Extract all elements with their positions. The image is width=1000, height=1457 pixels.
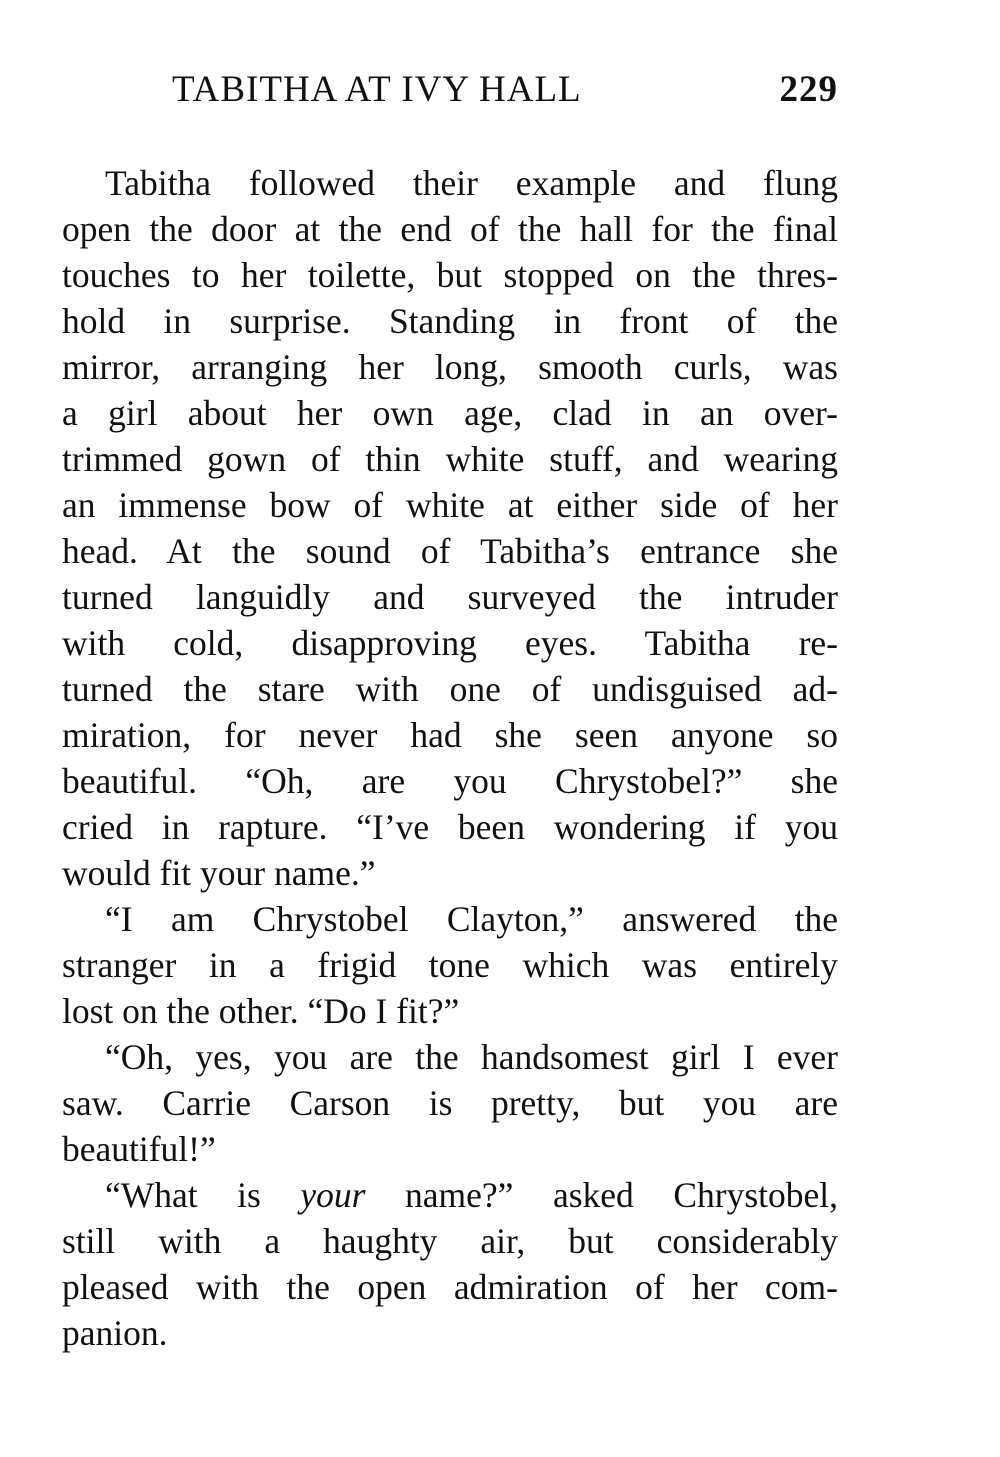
- text-line: turned the stare with one of undisguised ad-: [62, 669, 838, 709]
- text-line: turned languidly and surveyed the intruder: [62, 577, 838, 617]
- text-line: an immense bow of white at either side of her: [62, 485, 838, 525]
- text-line: saw. Carrie Carson is pretty, but you are: [62, 1083, 838, 1123]
- text-line: with cold, disapproving eyes. Tabitha re-: [62, 623, 838, 663]
- text-line: still with a haughty air, but considerably: [62, 1221, 838, 1261]
- text-line: touches to her toilette, but stopped on the thres-: [62, 255, 838, 295]
- paragraph-3: [62, 1034, 838, 1172]
- text-line: cried in rapture. “I’ve been wondering if you: [62, 807, 838, 847]
- text-line: mirror, arranging her long, smooth curls, was: [62, 347, 838, 387]
- text-line: beautiful. “Oh, are you Chrystobel?” she: [62, 761, 838, 801]
- text-line: hold in surprise. Standing in front of the: [62, 301, 838, 341]
- text-run: name?” asked Chrystobel,: [365, 1175, 838, 1215]
- text-line: trimmed gown of thin white stuff, and wearing: [62, 439, 838, 479]
- text-line: lost on the other. “Do I fit?”: [62, 991, 460, 1031]
- text-line: “I am Chrystobel Clayton,” answered the: [105, 899, 838, 939]
- text-line: panion.: [62, 1313, 168, 1353]
- text-line: [62, 1172, 838, 1218]
- emphasized-word: your: [300, 1175, 366, 1215]
- running-title: TABITHA AT IVY HALL: [172, 69, 582, 110]
- text-line: open the door at the end of the hall for the final: [62, 209, 838, 249]
- text-run: “What is: [105, 1175, 301, 1215]
- body-text: [62, 160, 838, 1356]
- text-line: head. At the sound of Tabitha’s entrance she: [62, 531, 838, 571]
- text-line: pleased with the open admiration of her com-: [62, 1267, 838, 1307]
- paragraph-1: [62, 160, 838, 896]
- text-line: miration, for never had she seen anyone so: [62, 715, 838, 755]
- paragraph-2: [62, 896, 838, 1034]
- text-line: a girl about her own age, clad in an over-: [62, 393, 838, 433]
- text-line: beautiful!”: [62, 1129, 216, 1169]
- text-line: Tabitha followed their example and flung: [105, 163, 838, 203]
- running-head: [62, 62, 838, 118]
- text-line: “Oh, yes, you are the handsomest girl I ever: [105, 1037, 838, 1077]
- page-number: 229: [779, 69, 838, 110]
- paragraph-4: [62, 1172, 838, 1356]
- text-line: would fit your name.”: [62, 853, 376, 893]
- text-line: stranger in a frigid tone which was entirely: [62, 945, 838, 985]
- book-page: [62, 62, 838, 1356]
